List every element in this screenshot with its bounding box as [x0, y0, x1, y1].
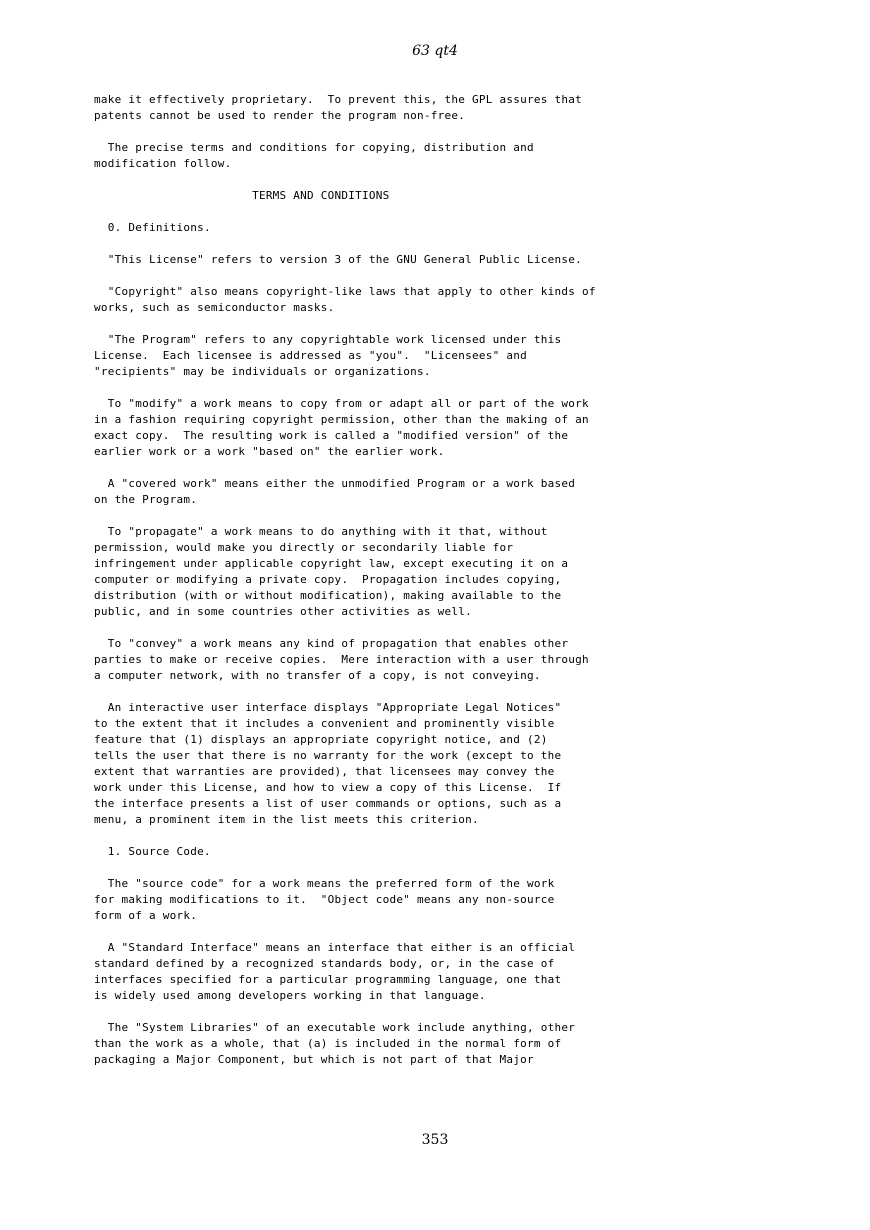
text-line: computer or modifying a private copy. Propagation includes copying, [94, 573, 562, 586]
text-line: earlier work or a work "based on" the earlier work. [94, 445, 445, 458]
text-line: To "modify" a work means to copy from or adapt all or part of the work [94, 397, 589, 410]
text-line: TERMS AND CONDITIONS [94, 189, 390, 202]
paragraph-gap [94, 620, 794, 636]
paragraph-gap [94, 268, 794, 284]
text-line: standard defined by a recognized standards body, or, in the case of [94, 957, 555, 970]
text-line: "recipients" may be individuals or organizations. [94, 365, 431, 378]
paragraph-gap [94, 316, 794, 332]
text-line: for making modifications to it. "Object code" means any non-source [94, 893, 555, 906]
text-line: A "Standard Interface" means an interface that either is an official [94, 941, 576, 954]
paragraph-gap [94, 236, 794, 252]
text-line: a computer network, with no transfer of a copy, is not conveying. [94, 669, 541, 682]
text-line: modification follow. [94, 157, 232, 170]
paragraph-gap [94, 380, 794, 396]
text-line: form of a work. [94, 909, 198, 922]
text-line: To "convey" a work means any kind of propagation that enables other [94, 637, 569, 650]
text-line: parties to make or receive copies. Mere interaction with a user through [94, 653, 589, 666]
paragraph-gap [94, 508, 794, 524]
paragraph-gap [94, 460, 794, 476]
paragraph-gap [94, 204, 794, 220]
paragraph-gap [94, 924, 794, 940]
text-line: on the Program. [94, 493, 198, 506]
paragraph-gap [94, 828, 794, 844]
text-line: is widely used among developers working in that language. [94, 989, 486, 1002]
text-line: extent that warranties are provided), that licensees may convey the [94, 765, 555, 778]
text-line: A "covered work" means either the unmodified Program or a work based [94, 477, 576, 490]
text-line: patents cannot be used to render the program non-free. [94, 109, 466, 122]
text-line: The "source code" for a work means the preferred form of the work [94, 877, 555, 890]
text-line: The "System Libraries" of an executable work include anything, other [94, 1021, 576, 1034]
paragraph-gap [94, 124, 794, 140]
text-line: infringement under applicable copyright law, except executing it on a [94, 557, 569, 570]
paragraph-gap [94, 860, 794, 876]
text-line: to the extent that it includes a convenient and prominently visible [94, 717, 555, 730]
paragraph-gap [94, 684, 794, 700]
text-line: An interactive user interface displays "Appropriate Legal Notices" [94, 701, 562, 714]
text-line: works, such as semiconductor masks. [94, 301, 335, 314]
text-line: 1. Source Code. [94, 845, 211, 858]
text-line: permission, would make you directly or secondarily liable for [94, 541, 514, 554]
text-line: menu, a prominent item in the list meets this criterion. [94, 813, 479, 826]
text-line: packaging a Major Component, but which is not part of that Major [94, 1053, 534, 1066]
text-line: To "propagate" a work means to do anything with it that, without [94, 525, 548, 538]
text-line: in a fashion requiring copyright permission, other than the making of an [94, 413, 589, 426]
text-line: tells the user that there is no warranty for the work (except to the [94, 749, 562, 762]
text-line: than the work as a whole, that (a) is included in the normal form of [94, 1037, 562, 1050]
text-line: exact copy. The resulting work is called a "modified version" of the [94, 429, 569, 442]
text-line: License. Each licensee is addressed as "you". "Licensees" and [94, 349, 527, 362]
text-line: public, and in some countries other activities as well. [94, 605, 472, 618]
text-line: "This License" refers to version 3 of the GNU General Public License. [94, 253, 582, 266]
paragraph-gap [94, 1004, 794, 1020]
text-line: make it effectively proprietary. To prevent this, the GPL assures that [94, 93, 582, 106]
text-line: The precise terms and conditions for copying, distribution and [94, 141, 534, 154]
text-line: "Copyright" also means copyright-like laws that apply to other kinds of [94, 285, 596, 298]
paragraph-gap [94, 172, 794, 188]
text-line: feature that (1) displays an appropriate copyright notice, and (2) [94, 733, 548, 746]
license-body-text [94, 92, 794, 1068]
text-line: the interface presents a list of user commands or options, such as a [94, 797, 562, 810]
page-number: 353 [421, 1132, 449, 1148]
text-line: work under this License, and how to view a copy of this License. If [94, 781, 562, 794]
text-line: "The Program" refers to any copyrightable work licensed under this [94, 333, 562, 346]
running-header: 63 qt4 [412, 43, 458, 59]
text-line: 0. Definitions. [94, 221, 211, 234]
text-line: distribution (with or without modification), making available to the [94, 589, 562, 602]
text-line: interfaces specified for a particular programming language, one that [94, 973, 562, 986]
